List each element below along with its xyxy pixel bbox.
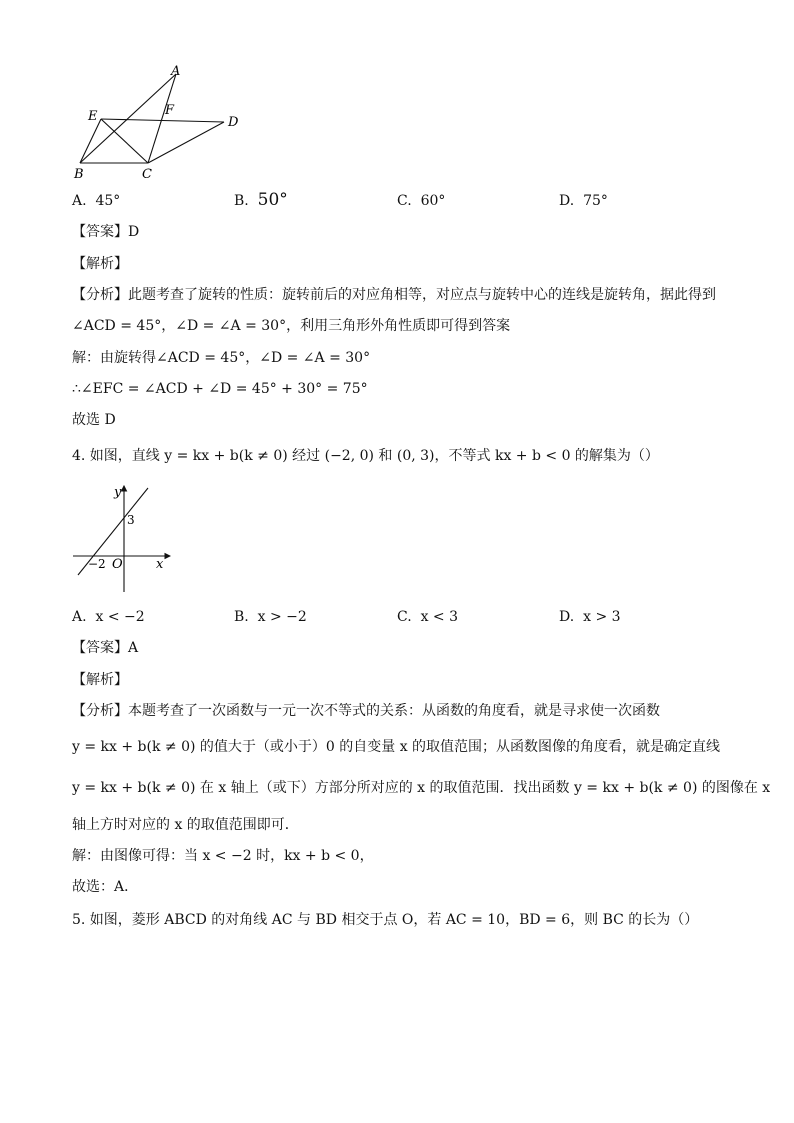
label-A: A — [171, 64, 181, 79]
label-B: B — [74, 167, 84, 182]
q3-option-d: D. 75° — [559, 193, 608, 209]
x-intercept-label: −2 — [88, 557, 106, 571]
q4-analysis-line1: 【分析】本题考查了一次函数与一元一次不等式的关系：从函数的角度看，就是寻求使一次函数 — [72, 703, 660, 719]
q4-option-a: A. x < −2 — [72, 609, 145, 625]
q4-analysis-line4: 轴上方时对应的 x 的取值范围即可． — [72, 817, 299, 833]
q3-analysis-line2: ∠ACD = 45°，∠D = ∠A = 30°，利用三角形外角性质即可得到答案 — [72, 318, 511, 334]
label-E: E — [88, 109, 98, 124]
q3-option-c: C. 60° — [397, 193, 446, 209]
label-C: C — [142, 167, 152, 182]
q4-answer: 【答案】A — [72, 640, 139, 656]
label-D: D — [228, 115, 239, 130]
segment-BE — [80, 119, 101, 163]
q5-stem: 5. 如图，菱形 ABCD 的对角线 AC 与 BD 相交于点 O，若 AC = 10，BD = 6，则 BC 的长为（） — [72, 912, 699, 928]
q3-final: 故选 D — [72, 412, 116, 428]
y-axis-label: y — [114, 485, 122, 500]
origin-label: O — [112, 557, 123, 572]
segment-ED — [101, 119, 224, 122]
q3-option-b: B. 50° — [234, 190, 288, 210]
q3-answer: 【答案】D — [72, 224, 140, 240]
triangle-rotation-figure — [68, 62, 253, 184]
x-axis-label: x — [156, 557, 164, 572]
q4-option-b: B. x > −2 — [234, 609, 307, 625]
q3-option-a: A. 45° — [72, 193, 121, 209]
q4-option-d: D. x > 3 — [559, 609, 621, 625]
q3-analysis-line1: 【分析】此题考查了旋转的性质：旋转前后的对应角相等，对应点与旋转中心的连线是旋转角，据此得到 — [72, 287, 716, 303]
q3-analysis-heading: 【解析】 — [72, 256, 128, 272]
segment-EC — [101, 119, 148, 163]
q3-solution-line2: ∴∠EFC = ∠ACD + ∠D = 45° + 30° = 75° — [72, 381, 368, 397]
q3-solution-line1: 解：由旋转得∠ACD = 45°，∠D = ∠A = 30° — [72, 350, 371, 366]
q4-solution-line1: 解：由图像可得：当 x < −2 时，kx + b < 0， — [72, 848, 374, 864]
q4-option-c: C. x < 3 — [397, 609, 459, 625]
q4-analysis-line3: y = kx + b(k ≠ 0) 在 x 轴上（或下）方部分所对应的 x 的取值范围．找出函数 y = kx + b(k ≠ 0) 的图像在 x — [72, 780, 771, 796]
label-F: F — [165, 103, 175, 118]
linear-function-graph — [70, 480, 182, 600]
q4-final: 故选：A． — [72, 879, 139, 895]
q4-stem: 4. 如图，直线 y = kx + b(k ≠ 0) 经过 (−2, 0) 和 (0, 3)，不等式 kx + b < 0 的解集为（） — [72, 448, 659, 464]
q4-analysis-heading: 【解析】 — [72, 672, 128, 688]
y-intercept-label: 3 — [127, 513, 135, 527]
q4-analysis-line2: y = kx + b(k ≠ 0) 的值大于（或小于）0 的自变量 x 的取值范围；从函数图像的角度看，就是确定直线 — [72, 739, 721, 755]
